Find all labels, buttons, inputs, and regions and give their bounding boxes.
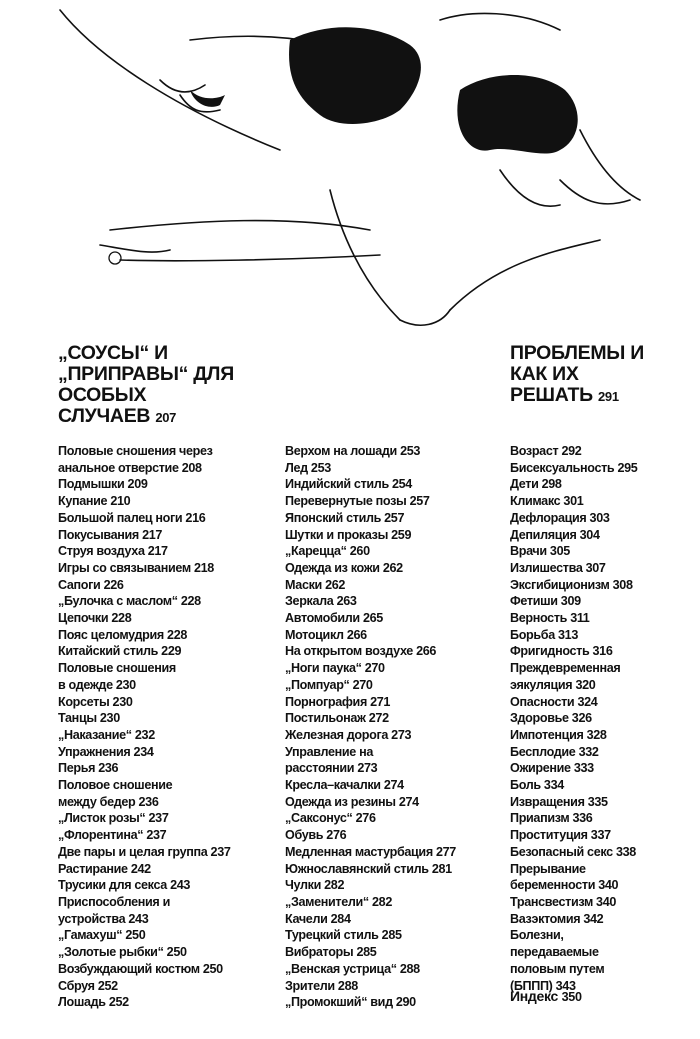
toc-entry: „Булочка с маслом“ 228: [58, 594, 201, 609]
toc-entry: Возраст 292: [510, 444, 582, 458]
toc-entry: Мотоцикл 266: [285, 627, 367, 642]
toc-entry: Одежда из резины 274: [285, 794, 419, 809]
toc-entry: Приспособления и устройства 243: [58, 894, 170, 926]
toc-entry: Качели 284: [285, 911, 351, 926]
toc-entry: Половые сношения через анальное отверстие 208: [58, 444, 213, 475]
toc-entry: Излишества 307: [510, 560, 606, 575]
toc-entry: Сапоги 226: [58, 577, 124, 592]
toc-entry: Сбруя 252: [58, 978, 118, 993]
toc-entry: „Заменители“ 282: [285, 894, 392, 909]
toc-entry: „Гамахуш“ 250: [58, 928, 146, 943]
toc-entry: Индийский стиль 254: [285, 477, 412, 492]
toc-entry: Струя воздуха 217: [58, 544, 168, 559]
toc-entry: „Саксонус“ 276: [285, 811, 376, 826]
toc-entry: Маски 262: [285, 577, 346, 592]
toc-entry: Игры со связыванием 218: [58, 560, 214, 575]
section-title: „СОУСЫ“ И „ПРИПРАВЫ“ ДЛЯ ОСОБЫХ СЛУЧАЕВ: [58, 342, 234, 427]
toc-entry: Японский стиль 257: [285, 510, 405, 525]
toc-entry: Купание 210: [58, 494, 131, 509]
toc-entry: Танцы 230: [58, 711, 120, 726]
toc-entry: Покусывания 217: [58, 527, 163, 542]
toc-entry: Врачи 305: [510, 544, 570, 559]
section-heading: [510, 343, 690, 417]
toc-entry: Постильонаж 272: [285, 711, 389, 726]
entry-list: [285, 443, 505, 1011]
toc-entry: Ожирение 333: [510, 761, 594, 776]
toc-entry: Обувь 276: [285, 828, 347, 843]
toc-entry: Проституция 337: [510, 828, 611, 843]
toc-entry: Фетиши 309: [510, 594, 581, 609]
toc-entry: Дети 298: [510, 477, 562, 492]
toc-entry: Эксгибиционизм 308: [510, 577, 633, 592]
toc-entry: Лед 253: [285, 460, 331, 475]
section-page: 291: [597, 389, 619, 404]
toc-entry: Подмышки 209: [58, 477, 148, 492]
toc-entry: Преждевременная эякуляция 320: [510, 661, 621, 692]
toc-entry: Кресла–качалки 274: [285, 778, 404, 793]
toc-entry: Борьба 313: [510, 627, 578, 642]
toc-entry: Шутки и проказы 259: [285, 527, 412, 542]
toc-entry: „Наказание“ 232: [58, 727, 155, 742]
toc-entry: Две пары и целая группа 237: [58, 844, 231, 859]
toc-entry: Верность 311: [510, 611, 590, 626]
toc-entry: „Золотые рыбки“ 250: [58, 945, 187, 960]
toc-entry: „Помпуар“ 270: [285, 677, 373, 692]
toc-entry: Извращения 335: [510, 794, 608, 809]
toc-entry: Чулки 282: [285, 878, 345, 893]
toc-entry: „Карецца“ 260: [285, 544, 370, 559]
toc-entry: Приапизм 336: [510, 811, 593, 826]
toc-entry: Медленная мастурбация 277: [285, 844, 456, 859]
toc-entry: Перевернутые позы 257: [285, 494, 430, 509]
toc-entry: Китайский стиль 229: [58, 644, 182, 659]
toc-entry: Боль 334: [510, 778, 564, 793]
toc-entry: Южнославянский стиль 281: [285, 861, 452, 876]
couple-illustration: [40, 0, 660, 340]
toc-entry: Трусики для секса 243: [58, 878, 191, 893]
toc-entry: Растирание 242: [58, 861, 151, 876]
toc-entry: Фригидность 316: [510, 644, 613, 659]
toc-entry: Порнография 271: [285, 694, 391, 709]
toc-entry: Верхом на лошади 253: [285, 444, 421, 458]
toc-entry: Цепочки 228: [58, 611, 132, 626]
toc-entry: Половое сношение между бедер 236: [58, 778, 173, 809]
toc-entry: Прерывание беременности 340: [510, 861, 619, 893]
toc-entry: Упражнения 234: [58, 744, 154, 759]
entry-list: [58, 443, 278, 1011]
toc-entry: Импотенция 328: [510, 727, 607, 742]
index-label: Индекс: [510, 988, 558, 1004]
toc-entry: На открытом воздухе 266: [285, 644, 437, 659]
toc-entry: Депиляция 304: [510, 527, 600, 542]
toc-entry: Зрители 288: [285, 978, 358, 993]
toc-entry: „Флорентина“ 237: [58, 828, 167, 843]
index-page: 350: [561, 990, 582, 1004]
toc-entry: Корсеты 230: [58, 694, 133, 709]
toc-entry: Большой палец ноги 216: [58, 510, 206, 525]
section-sauces: [58, 343, 278, 1011]
toc-entry: „Венская устрица“ 288: [285, 961, 420, 976]
section-page: 207: [155, 410, 177, 425]
toc-entry: Вазэктомия 342: [510, 911, 604, 926]
toc-entry: „Листок розы“ 237: [58, 811, 169, 826]
toc-entry: Болезни, передаваемые половым путем (БППП) 343: [510, 928, 605, 993]
toc-entry: „Ноги паука“ 270: [285, 661, 385, 676]
toc-entry: Зеркала 263: [285, 594, 357, 609]
toc-entry: Климакс 301: [510, 494, 584, 509]
toc-entry: Половые сношения в одежде 230: [58, 661, 176, 692]
toc-entry: Бисексуальность 295: [510, 460, 638, 475]
section-heading: [58, 342, 278, 427]
toc-entry: Одежда из кожи 262: [285, 560, 403, 575]
toc-entry: Дефлорация 303: [510, 510, 610, 525]
entry-list: [510, 443, 690, 994]
toc-entry: Пояс целомудрия 228: [58, 627, 188, 642]
toc-entry: Железная дорога 273: [285, 727, 412, 742]
section-title: ПРОБЛЕМЫ И КАК ИХ РЕШАТЬ: [510, 342, 644, 406]
toc-entry: Лошадь 252: [58, 995, 129, 1010]
toc-entry: Управление на расстоянии 273: [285, 744, 378, 776]
toc-entry: Возбуждающий костюм 250: [58, 961, 223, 976]
toc-entry: Турецкий стиль 285: [285, 928, 402, 943]
section-problems: [510, 343, 690, 994]
toc-entry: Трансвестизм 340: [510, 894, 617, 909]
toc-entry: „Промокший“ вид 290: [285, 995, 416, 1010]
toc-entry: Опасности 324: [510, 694, 598, 709]
toc-entry: Вибраторы 285: [285, 945, 377, 960]
toc-entry: Здоровье 326: [510, 711, 592, 726]
toc-entry: Перья 236: [58, 761, 119, 776]
section-sauces-continued: [285, 343, 505, 1011]
index-entry: [510, 988, 582, 1004]
toc-entry: Бесплодие 332: [510, 744, 599, 759]
toc-entry: Автомобили 265: [285, 611, 383, 626]
toc-entry: Безопасный секс 338: [510, 844, 636, 859]
